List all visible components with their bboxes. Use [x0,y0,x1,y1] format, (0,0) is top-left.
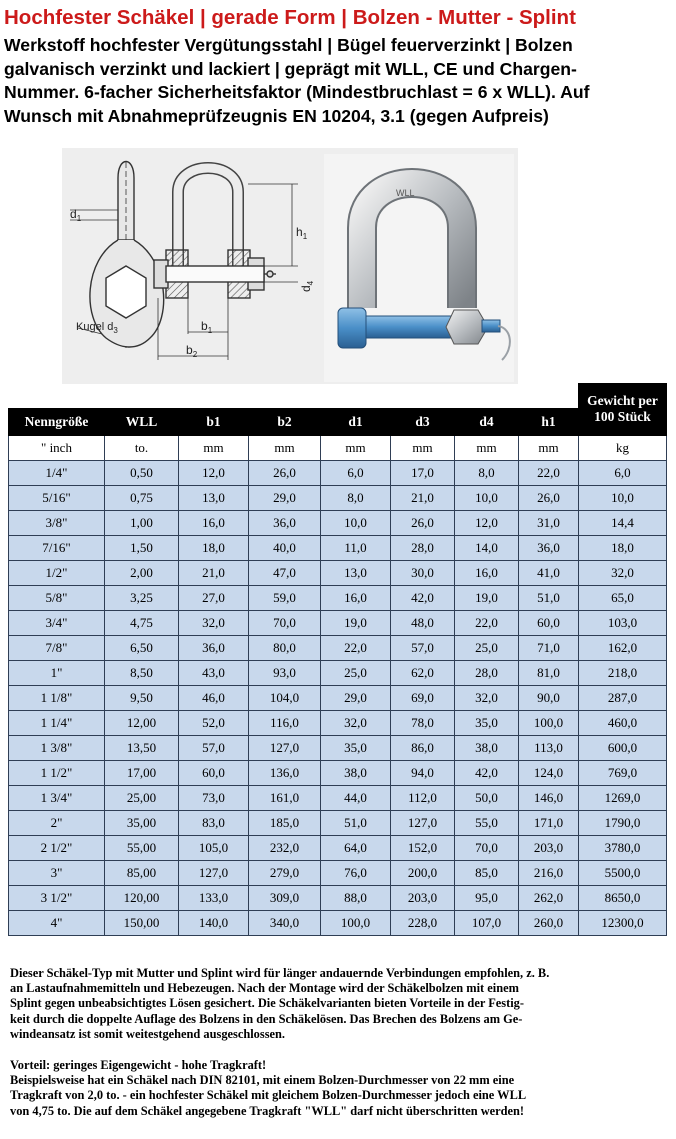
table-cell: 171,0 [519,810,579,835]
table-cell: 105,0 [179,835,249,860]
table-cell: 16,0 [179,510,249,535]
table-cell: 1 1/8" [9,685,105,710]
table-cell: 13,50 [105,735,179,760]
table-cell: 47,0 [249,560,321,585]
table-cell: 3/4" [9,610,105,635]
unit-cell: mm [321,435,391,460]
table-cell: 57,0 [391,635,455,660]
table-cell: 12,00 [105,710,179,735]
table-cell: 26,0 [391,510,455,535]
table-header-spacer [9,384,579,409]
table-cell: 1 3/8" [9,735,105,760]
table-cell: 81,0 [519,660,579,685]
table-cell: 86,0 [391,735,455,760]
table-cell: 17,0 [391,460,455,485]
table-cell: 133,0 [179,885,249,910]
unit-cell: mm [455,435,519,460]
table-cell: 1269,0 [579,785,667,810]
table-cell: 161,0 [249,785,321,810]
header-nenngroesse: Nenngröße [9,408,105,435]
table-cell: 103,0 [579,610,667,635]
table-row [9,660,667,685]
table-row [9,685,667,710]
table-cell: 8650,0 [579,885,667,910]
table-cell: 18,0 [579,535,667,560]
table-cell: 12,0 [455,510,519,535]
table-row [9,760,667,785]
table-row [9,585,667,610]
unit-cell: to. [105,435,179,460]
table-cell: 60,0 [519,610,579,635]
footer-line: keit durch die doppelte Auflage des Bolzens in den Schäkelösen. Das Brechen des Bolzens am Ge- [10,1011,523,1026]
table-cell: 1790,0 [579,810,667,835]
table-cell: 162,0 [579,635,667,660]
table-cell: 16,0 [455,560,519,585]
footer-line: Tragkraft von 2,0 to. - ein hochfester Schäkel mit gleichem Bolzen-Durchmesser jedoch eine WLL [10,1088,527,1103]
table-cell: 4" [9,910,105,935]
table-cell: 100,0 [519,710,579,735]
table-cell: 36,0 [249,510,321,535]
table-cell: 46,0 [179,685,249,710]
table-cell: 1 3/4" [9,785,105,810]
table-cell: 146,0 [519,785,579,810]
header-b2: b2 [249,408,321,435]
table-row [9,835,667,860]
table-cell: 25,00 [105,785,179,810]
table-cell: 44,0 [321,785,391,810]
table-cell: 94,0 [391,760,455,785]
table-cell: 460,0 [579,710,667,735]
table-cell: 85,0 [455,860,519,885]
table-cell: 31,0 [519,510,579,535]
table-cell: 70,0 [455,835,519,860]
table-cell: 5500,0 [579,860,667,885]
table-cell: 16,0 [321,585,391,610]
label-h1: $h_1$ [296,225,308,241]
table-cell: 127,0 [179,860,249,885]
table-cell: 28,0 [391,535,455,560]
table-cell: 8,0 [455,460,519,485]
table-row [9,610,667,635]
header-b1: b1 [179,408,249,435]
table-cell: 112,0 [391,785,455,810]
table-cell: 35,00 [105,810,179,835]
table-cell: 21,0 [179,560,249,585]
table-cell: 22,0 [455,610,519,635]
table-cell: 1 1/4" [9,710,105,735]
table-cell: 124,0 [519,760,579,785]
table-cell: 64,0 [321,835,391,860]
table-cell: 18,0 [179,535,249,560]
table-cell: 12,0 [179,460,249,485]
table-cell: 9,50 [105,685,179,710]
shackle-photo [324,154,514,382]
table-cell: 51,0 [519,585,579,610]
table-cell: 14,0 [455,535,519,560]
units-row [9,435,667,460]
label-kugel: Kugel $d_3$ [76,321,118,335]
table-cell: 38,0 [455,735,519,760]
table-cell: 50,0 [455,785,519,810]
footer-text [10,966,670,1119]
footer-line: windeansatz ist somit weitestgehend ausgeschlossen. [10,1026,286,1041]
table-cell: 38,0 [321,760,391,785]
header-wll: WLL [105,408,179,435]
table-cell: 62,0 [391,660,455,685]
footer-line: Beispielsweise hat ein Schäkel nach DIN 82101, mit einem Bolzen-Durchmesser von 22 mm eine [10,1073,515,1088]
label-d4: $d_4$ [299,280,315,292]
footer-line: Vorteil: geringes Eigengewicht - hohe Tragkraft! [10,1058,267,1073]
table-row [9,710,667,735]
table-cell: 2,00 [105,560,179,585]
table-cell: 6,50 [105,635,179,660]
table-cell: 279,0 [249,860,321,885]
table-cell: 340,0 [249,910,321,935]
table-cell: 26,0 [249,460,321,485]
table-cell: 6,0 [321,460,391,485]
table-cell: 104,0 [249,685,321,710]
table-cell: 48,0 [391,610,455,635]
table-cell: 71,0 [519,635,579,660]
table-cell: 76,0 [321,860,391,885]
intro-line: Nummer. 6-facher Sicherheitsfaktor (Mindestbruchlast = 6 x WLL). Auf [4,82,590,102]
table-row [9,810,667,835]
shackle-stamp: WLL [396,188,415,198]
header-d1: d1 [321,408,391,435]
table-cell: 232,0 [249,835,321,860]
table-cell: 107,0 [455,910,519,935]
table-cell: 8,0 [321,485,391,510]
table-cell: 90,0 [519,685,579,710]
header-d4: d4 [455,408,519,435]
table-cell: 228,0 [391,910,455,935]
table-cell: 4,75 [105,610,179,635]
table-cell: 3780,0 [579,835,667,860]
label-b2: $b_2$ [186,343,198,359]
table-cell: 2" [9,810,105,835]
footer-line: an Lastaufnahmemitteln und Hebezeugen. Nach der Montage wird der Schäkelbolzen mit einem [10,981,519,996]
footer-line: Dieser Schäkel-Typ mit Mutter und Splint wird für länger andauernde Verbindungen empfohlen, z. B. [10,966,550,980]
table-cell: 10,0 [579,485,667,510]
table-cell: 152,0 [391,835,455,860]
table-cell: 28,0 [455,660,519,685]
table-cell: 216,0 [519,860,579,885]
table-row [9,485,667,510]
table-cell: 30,0 [391,560,455,585]
table-cell: 19,0 [455,585,519,610]
footer-line: von 4,75 to. Die auf dem Schäkel angegebene Tragkraft "WLL" darf nicht überschritten werden! [10,1103,525,1118]
table-cell: 93,0 [249,660,321,685]
table-cell: 43,0 [179,660,249,685]
table-cell: 8,50 [105,660,179,685]
table-cell: 35,0 [321,735,391,760]
table-cell: 55,00 [105,835,179,860]
table-cell: 136,0 [249,760,321,785]
unit-cell: kg [579,435,667,460]
table-row [9,910,667,935]
table-row [9,635,667,660]
table-cell: 287,0 [579,685,667,710]
table-cell: 10,0 [321,510,391,535]
table-row [9,510,667,535]
intro-line: galvanisch verzinkt und lackiert | geprägt mit WLL, CE und Chargen- [4,58,577,79]
table-row [9,460,667,485]
table-cell: 1,00 [105,510,179,535]
table-cell: 95,0 [455,885,519,910]
table-cell: 22,0 [519,460,579,485]
table-cell: 52,0 [179,710,249,735]
page-title: Hochfester Schäkel | gerade Form | Bolzen - Mutter - Splint [4,6,576,29]
table-cell: 73,0 [179,785,249,810]
table-cell: 120,00 [105,885,179,910]
table-cell: 57,0 [179,735,249,760]
intro-text [4,34,672,128]
table-cell: 262,0 [519,885,579,910]
table-row [9,535,667,560]
intro-line: Werkstoff hochfester Vergütungsstahl | Bügel feuerverzinkt | Bolzen [4,35,573,55]
table-cell: 42,0 [391,585,455,610]
table-cell: 140,0 [179,910,249,935]
table-cell: 127,0 [249,735,321,760]
table-cell: 0,75 [105,485,179,510]
table-cell: 116,0 [249,710,321,735]
table-row [9,560,667,585]
table-cell: 1/2" [9,560,105,585]
table-cell: 36,0 [519,535,579,560]
unit-cell: mm [391,435,455,460]
table-cell: 88,0 [321,885,391,910]
table-cell: 65,0 [579,585,667,610]
label-b1: $b_1$ [201,319,213,335]
table-cell: 127,0 [391,810,455,835]
unit-cell: mm [249,435,321,460]
table-cell: 600,0 [579,735,667,760]
table-cell: 113,0 [519,735,579,760]
product-image [62,148,518,386]
table-cell: 32,0 [455,685,519,710]
table-cell: 5/8" [9,585,105,610]
table-cell: 32,0 [321,710,391,735]
table-cell: 203,0 [519,835,579,860]
table-cell: 22,0 [321,635,391,660]
table-cell: 5/16" [9,485,105,510]
table-cell: 769,0 [579,760,667,785]
spec-table [8,383,667,936]
table-cell: 21,0 [391,485,455,510]
table-row [9,735,667,760]
unit-cell: " inch [9,435,105,460]
table-cell: 13,0 [321,560,391,585]
label-d1: $d_1$ [70,207,82,223]
table-cell: 6,0 [579,460,667,485]
table-cell: 60,0 [179,760,249,785]
table-cell: 55,0 [455,810,519,835]
table-cell: 1" [9,660,105,685]
table-cell: 51,0 [321,810,391,835]
table-cell: 35,0 [455,710,519,735]
table-cell: 27,0 [179,585,249,610]
table-cell: 260,0 [519,910,579,935]
table-cell: 2 1/2" [9,835,105,860]
shackle-illustration [62,148,518,386]
table-cell: 32,0 [179,610,249,635]
table-cell: 200,0 [391,860,455,885]
header-d3: d3 [391,408,455,435]
table-cell: 70,0 [249,610,321,635]
table-cell: 29,0 [321,685,391,710]
table-cell: 32,0 [579,560,667,585]
table-cell: 3" [9,860,105,885]
table-cell: 3 1/2" [9,885,105,910]
table-cell: 83,0 [179,810,249,835]
table-cell: 13,0 [179,485,249,510]
table-cell: 19,0 [321,610,391,635]
table-cell: 1,50 [105,535,179,560]
table-cell: 7/16" [9,535,105,560]
table-cell: 309,0 [249,885,321,910]
table-cell: 11,0 [321,535,391,560]
intro-line: Wunsch mit Abnahmeprüfzeugnis EN 10204, 3.1 (gegen Aufpreis) [4,105,549,126]
table-row [9,885,667,910]
table-cell: 1 1/2" [9,760,105,785]
table-row [9,785,667,810]
table-cell: 36,0 [179,635,249,660]
table-cell: 203,0 [391,885,455,910]
table-cell: 14,4 [579,510,667,535]
table-cell: 7/8" [9,635,105,660]
table-cell: 41,0 [519,560,579,585]
table-cell: 12300,0 [579,910,667,935]
table-cell: 1/4" [9,460,105,485]
table-cell: 0,50 [105,460,179,485]
table-row [9,860,667,885]
front-view-drawing [154,168,298,360]
table-cell: 42,0 [455,760,519,785]
table-cell: 25,0 [455,635,519,660]
table-cell: 59,0 [249,585,321,610]
table-cell: 80,0 [249,635,321,660]
table-cell: 78,0 [391,710,455,735]
table-cell: 29,0 [249,485,321,510]
unit-cell: mm [179,435,249,460]
table-cell: 218,0 [579,660,667,685]
table-cell: 25,0 [321,660,391,685]
table-cell: 150,00 [105,910,179,935]
table-cell: 40,0 [249,535,321,560]
header-weight: Gewicht per 100 Stück [579,384,667,436]
header-h1: h1 [519,408,579,435]
table-cell: 26,0 [519,485,579,510]
table-cell: 3/8" [9,510,105,535]
table-cell: 85,00 [105,860,179,885]
footer-line: Splint gegen unbeabsichtigtes Lösen gesichert. Die Schäkelvarianten bieten Vorteile in der Festig- [10,996,524,1011]
table-cell: 10,0 [455,485,519,510]
table-cell: 100,0 [321,910,391,935]
table-cell: 185,0 [249,810,321,835]
unit-cell: mm [519,435,579,460]
table-cell: 69,0 [391,685,455,710]
table-cell: 17,00 [105,760,179,785]
table-cell: 3,25 [105,585,179,610]
